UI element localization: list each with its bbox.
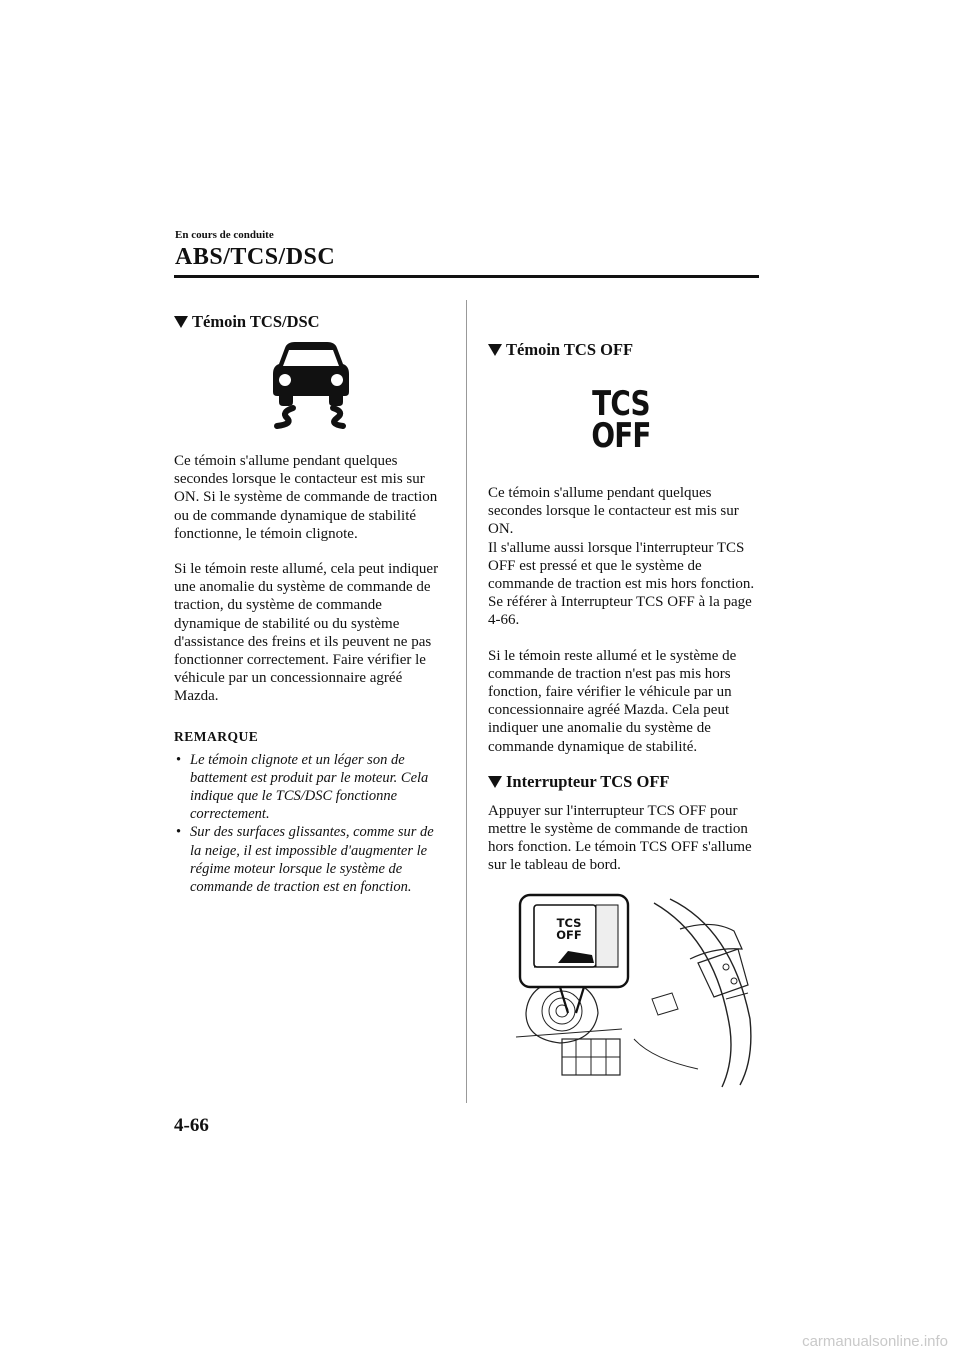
section-heading-tcs-off [488,340,760,360]
right-column [488,340,760,1089]
header-rule [174,275,759,278]
column-divider [466,300,467,1103]
section-heading-text: Témoin TCS/DSC [192,312,320,331]
section-heading-tcs-dsc [174,312,446,332]
tcs-off-icon: TCS OFF [591,384,651,456]
section-heading-text: Interrupteur TCS OFF [506,771,670,791]
paragraph: Si le témoin reste allumé, cela peut indiquer une anomalie du système de commande de traction, du système de commande dynamique de stabilité ou du système d'assistance des freins et ils peuvent ne pas fonctionner correctement. Faire vérifier le véhicule par un concessionnaire agréé Mazda. [174,561,439,705]
tcs-dsc-skidding-car-icon [271,340,351,430]
paragraph: Si le témoin reste allumé et le système de commande de traction n'est pas mis hors fonction, faire vérifier le véhicule par un concessionnaire agréé Mazda. Cela peut indiquer une anomalie du système de commande dynamique de stabilité. [488,647,737,755]
paragraph: Ce témoin s'allume pendant quelques secondes lorsque le contacteur est mis sur ON. Si le système de commande de traction ou de commande dynamique de stabilité fonctionne, le témoin clignote. [174,453,438,542]
page-number: 4-66 [174,1115,209,1136]
tcs-off-switch-illustration [488,889,760,1089]
tcs-off-button-label: TCS OFF [556,915,582,942]
watermark: carmanualsonline.info [802,1333,948,1350]
bullet-dot-icon: • [176,751,182,768]
tcs-dsc-warning-light [174,338,446,434]
triangle-marker-icon [488,776,502,788]
note-item: • Sur des surfaces glissantes, comme sur de la neige, il est impossible d'augmenter le régime moteur lorsque le système de commande de traction est en fonction. [176,824,434,896]
section-heading-tcs-off-switch [488,772,760,792]
paragraph: Ce témoin s'allume pendant quelques secondes lorsque le contacteur est mis sur ON. [488,485,739,538]
chapter-title: ABS/TCS/DSC [175,244,336,270]
bullet-dot-icon: • [176,824,182,841]
note-list [174,751,446,897]
dashboard-steering-wheel-illustration [502,889,754,1089]
section-heading-text: Témoin TCS OFF [506,340,634,359]
paragraph: Appuyer sur l'interrupteur TCS OFF pour mettre le système de commande de traction hors fonction. Le témoin TCS OFF s'allume sur le tableau de bord. [488,802,752,874]
paragraph: Se référer à Interrupteur TCS OFF à la page 4-66. [488,594,752,629]
triangle-marker-icon [488,344,502,356]
triangle-marker-icon [174,316,188,328]
breadcrumb: En cours de conduite [175,229,274,241]
paragraph: Il s'allume aussi lorsque l'interrupteur TCS OFF est pressé et que le système de commande de traction est mis hors fonction. [488,539,755,593]
left-column [174,312,446,896]
note-item: • Le témoin clignote et un léger son de battement est produit par le moteur. Cela indique que le TCS/DSC fonctionne correctement. [176,751,429,823]
tcs-off-warning-light [488,372,760,464]
note-heading: REMARQUE [174,728,259,744]
